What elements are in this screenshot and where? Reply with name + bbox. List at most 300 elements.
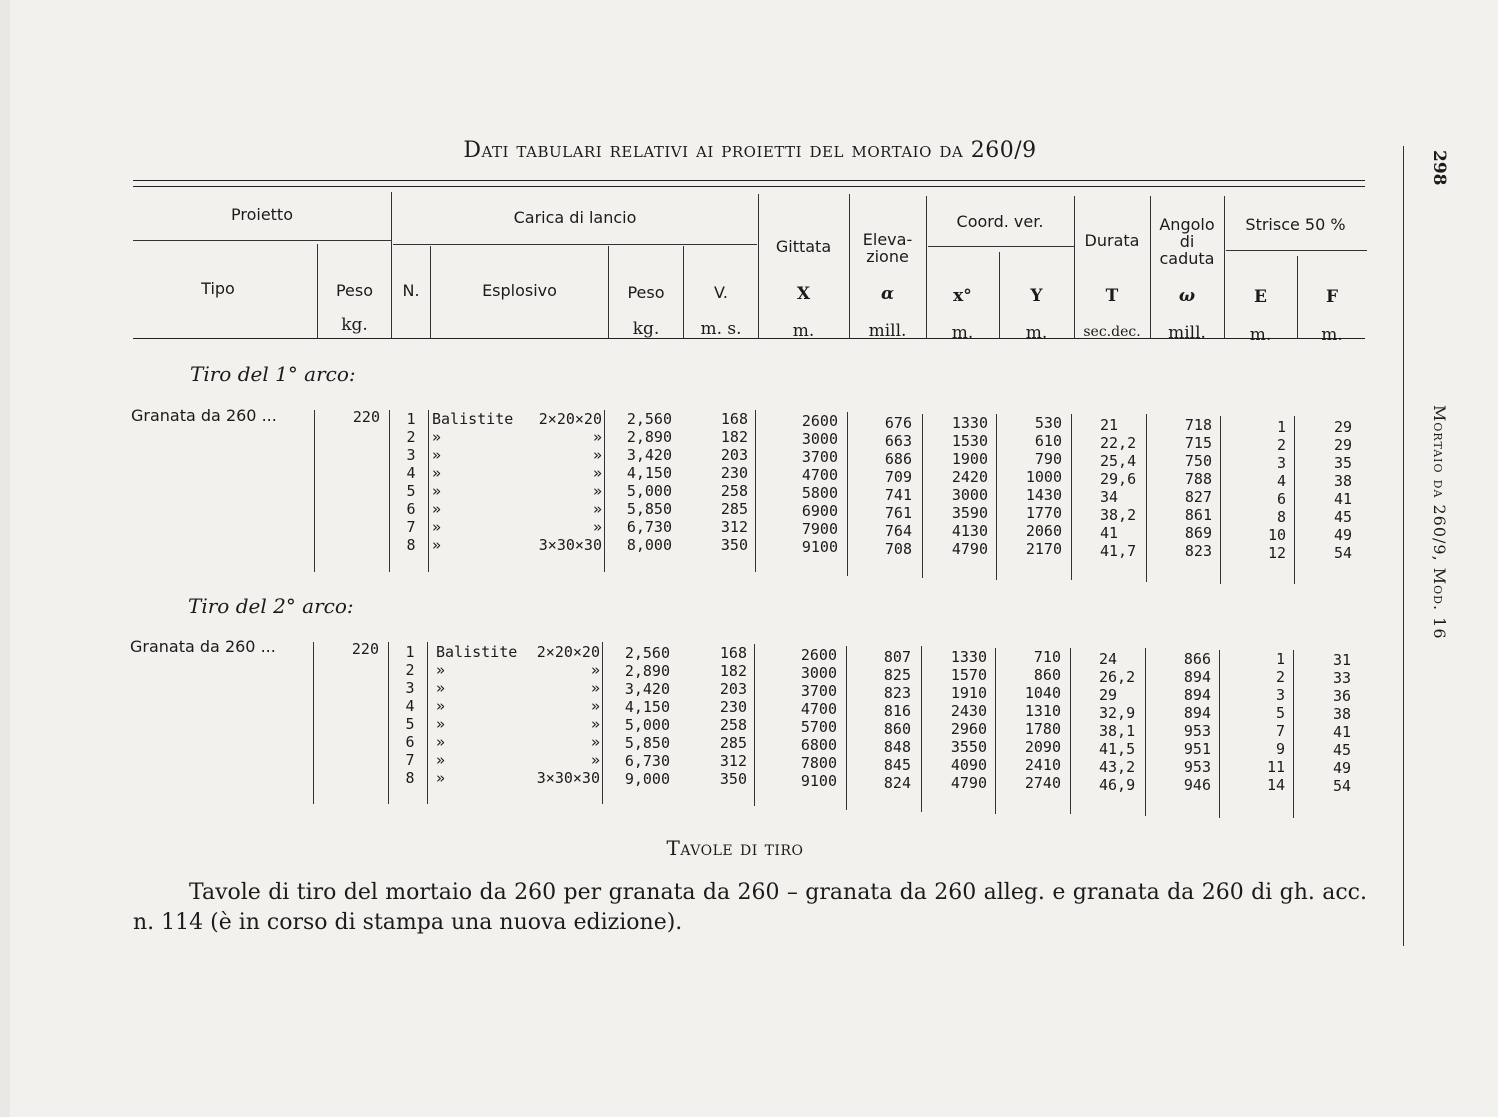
cell: 285: [719, 734, 747, 752]
cell: 220: [352, 408, 380, 426]
cell: »: [436, 733, 446, 751]
cell: 258: [719, 716, 747, 734]
header-gittata: Gittata: [775, 237, 832, 256]
cell: 26,2: [1099, 668, 1136, 686]
cell: 29,6: [1100, 470, 1137, 488]
cell: 45: [1333, 508, 1352, 526]
cell: »: [432, 446, 442, 464]
cell: 6900: [801, 502, 838, 520]
cell: 1430: [1025, 486, 1062, 504]
cell: 6800: [800, 736, 837, 754]
cell: 5,850: [626, 500, 672, 518]
unit-alpha: mill.: [868, 321, 907, 341]
s2-vline: [388, 642, 389, 804]
unit-x: m.: [792, 321, 815, 341]
cell: 203: [719, 680, 747, 698]
header-y: Y: [1030, 286, 1043, 306]
hdr-vline: [758, 194, 759, 338]
section-label-1: Tiro del 1° arco:: [190, 362, 356, 386]
cell: 741: [884, 486, 912, 504]
cell: 861: [1184, 506, 1212, 524]
cell: 530: [1034, 414, 1062, 432]
cell: 350: [720, 536, 748, 554]
cell: 1: [1276, 418, 1286, 436]
cell: 860: [1033, 666, 1061, 684]
cell: 168: [720, 410, 748, 428]
cell: »: [592, 482, 602, 500]
header-esplosivo: Esplosivo: [482, 281, 557, 300]
cell: 38: [1333, 472, 1352, 490]
cell: 2410: [1024, 756, 1061, 774]
s1-vline: [1146, 414, 1147, 582]
s2-col-omega: [1149, 650, 1211, 794]
cell: 807: [883, 648, 911, 666]
cell: 5,850: [624, 734, 670, 752]
s2-col-alpha: [849, 648, 911, 792]
header-x: X: [796, 284, 811, 304]
cell: 4: [406, 464, 416, 482]
s1-col-e: [1236, 418, 1286, 562]
cell: 4790: [951, 540, 988, 558]
s2-col-v: [683, 644, 747, 788]
cell: 49: [1333, 526, 1352, 544]
cell: 2×20×20: [538, 410, 602, 428]
cell: 6: [405, 733, 415, 751]
cell: 9100: [800, 772, 837, 790]
unit-omega: mill.: [1168, 323, 1206, 343]
cell: 36: [1332, 687, 1351, 705]
running-title: Mortaio da 260/9, Mod. 16: [1430, 405, 1449, 640]
cell: »: [432, 428, 442, 446]
margin-rule: [1403, 146, 1406, 946]
cell: 2: [1275, 668, 1285, 686]
header-f: F: [1325, 287, 1339, 307]
s2-vline: [1070, 648, 1071, 814]
s2-vline: [995, 648, 996, 814]
hdr-vline: [1074, 196, 1075, 338]
cell: 709: [884, 468, 912, 486]
header-v: V.: [714, 283, 728, 302]
cell: 29: [1333, 436, 1352, 454]
cell: 32,9: [1099, 704, 1136, 722]
s1-col-alpha: [850, 414, 912, 558]
cell: 610: [1034, 432, 1062, 450]
cell: 5: [405, 715, 415, 733]
header-strisce: Strisce 50 %: [1245, 215, 1346, 234]
cell: Balistite: [432, 410, 514, 428]
cell: 9100: [801, 538, 838, 556]
cell: 3,420: [624, 680, 670, 698]
cell: 2170: [1025, 540, 1062, 558]
header-coord: Coord. ver.: [956, 212, 1044, 231]
s2-col-peso: [317, 640, 379, 658]
unit-peso: kg.: [341, 315, 368, 335]
cell: 220: [351, 640, 379, 658]
cell: 350: [719, 770, 747, 788]
s1-col-y: [1000, 414, 1062, 558]
header-omega: ω: [1178, 286, 1196, 306]
cell: 1910: [950, 684, 987, 702]
s1-vline: [314, 410, 315, 572]
cell: 750: [1184, 452, 1212, 470]
cell: 2: [406, 428, 416, 446]
cell: »: [590, 697, 600, 715]
cell: 953: [1183, 758, 1211, 776]
header-alpha: α: [880, 284, 895, 304]
cell: 1000: [1025, 468, 1062, 486]
cell: »: [592, 518, 602, 536]
cell: 6: [1276, 490, 1286, 508]
s1-col-v: [684, 410, 748, 554]
cell: 3700: [800, 682, 837, 700]
cell: »: [590, 751, 600, 769]
cell: 43,2: [1099, 758, 1136, 776]
unit-e: m.: [1249, 325, 1272, 345]
cell: 29: [1333, 418, 1352, 436]
cell: 38,2: [1100, 506, 1137, 524]
cell: 230: [720, 464, 748, 482]
cell: 7: [406, 518, 416, 536]
cell: 7: [1275, 722, 1285, 740]
cell: 3000: [800, 664, 837, 682]
section-2-proietto: Granata da 260 ...: [130, 637, 276, 656]
cell: 869: [1184, 524, 1212, 542]
cell: 7: [405, 751, 415, 769]
cell: 3,420: [626, 446, 672, 464]
cell: 816: [883, 702, 911, 720]
s2-col-x: [759, 646, 837, 790]
s1-vline: [847, 412, 848, 576]
s2-col-esplosivo: [436, 643, 526, 787]
cell: 3×30×30: [538, 536, 602, 554]
cell: »: [432, 464, 442, 482]
s2-col-y: [999, 648, 1061, 792]
s1-col-esplosivo: [432, 410, 522, 554]
cell: »: [590, 661, 600, 679]
cell: 11: [1266, 758, 1285, 776]
cell: 2740: [1024, 774, 1061, 792]
cell: 1780: [1024, 720, 1061, 738]
s2-col-n: [395, 643, 425, 787]
s2-col-e: [1235, 650, 1285, 794]
cell: »: [436, 751, 446, 769]
cell: 203: [720, 446, 748, 464]
cell: 8: [406, 536, 416, 554]
cell: 1: [406, 410, 416, 428]
cell: 1570: [950, 666, 987, 684]
carica-underline: [393, 244, 757, 245]
cell: 9,000: [624, 770, 670, 788]
cell: 7900: [801, 520, 838, 538]
s2-vline: [846, 646, 847, 810]
cell: 5700: [800, 718, 837, 736]
s1-vline: [1071, 414, 1072, 580]
cell: 3000: [801, 430, 838, 448]
cell: »: [592, 500, 602, 518]
cell: »: [436, 697, 446, 715]
cell: »: [436, 679, 446, 697]
cell: 718: [1184, 416, 1212, 434]
cell: 3: [1275, 686, 1285, 704]
strisce-underline: [1226, 250, 1367, 251]
cell: 845: [883, 756, 911, 774]
cell: »: [432, 536, 442, 554]
top-rule-thin: [133, 186, 1365, 187]
s1-col-peso-carica: [606, 410, 672, 554]
s1-vline: [389, 410, 390, 572]
unit-y: m.: [1025, 323, 1048, 343]
cell: 12: [1267, 544, 1286, 562]
cell: 1040: [1024, 684, 1061, 702]
cell: 2,560: [624, 644, 670, 662]
cell: 168: [719, 644, 747, 662]
header-proietto: Proietto: [230, 205, 293, 224]
header-e: E: [1254, 287, 1267, 307]
cell: 24: [1099, 650, 1118, 668]
cell: 3700: [801, 448, 838, 466]
s1-col-x: [760, 412, 838, 556]
cell: 4790: [950, 774, 987, 792]
s1-col-xo: [924, 414, 988, 558]
cell: »: [436, 769, 446, 787]
cell: 848: [883, 738, 911, 756]
s2-col-xo: [923, 648, 987, 792]
cell: 2420: [951, 468, 988, 486]
cell: 54: [1332, 777, 1351, 795]
cell: 312: [719, 752, 747, 770]
cell: 25,4: [1100, 452, 1137, 470]
cell: 2600: [801, 412, 838, 430]
cell: 2060: [1025, 522, 1062, 540]
cell: 894: [1183, 704, 1211, 722]
cell: 285: [720, 500, 748, 518]
cell: 686: [884, 450, 912, 468]
s1-vline: [755, 410, 756, 572]
header-elevazione: Eleva- zione: [862, 230, 913, 266]
s2-vline: [602, 642, 603, 804]
cell: 824: [883, 774, 911, 792]
cell: 663: [884, 432, 912, 450]
cell: 3×30×30: [536, 769, 600, 787]
cell: 3000: [951, 486, 988, 504]
cell: 1: [1275, 650, 1285, 668]
cell: 788: [1184, 470, 1212, 488]
cell: 38,1: [1099, 722, 1136, 740]
cell: 2,890: [624, 662, 670, 680]
cell: 951: [1183, 740, 1211, 758]
cell: 761: [884, 504, 912, 522]
cell: 5800: [801, 484, 838, 502]
cell: 4,150: [624, 698, 670, 716]
cell: 33: [1332, 669, 1351, 687]
header-xo: x°: [953, 286, 972, 306]
cell: 6,730: [624, 752, 670, 770]
s1-col-omega: [1150, 416, 1212, 560]
cell: 2: [405, 661, 415, 679]
cell: 34: [1100, 488, 1119, 506]
s2-vline: [313, 642, 314, 804]
cell: 41: [1100, 524, 1119, 542]
section-label-2: Tiro del 2° arco:: [188, 594, 354, 618]
cell: »: [590, 679, 600, 697]
cell: 708: [884, 540, 912, 558]
cell: 2,890: [626, 428, 672, 446]
cell: 710: [1033, 648, 1061, 666]
s1-col-peso: [318, 408, 380, 426]
s2-col-dimensioni: [514, 643, 600, 787]
cell: 7800: [800, 754, 837, 772]
cell: 715: [1184, 434, 1212, 452]
s2-vline: [1293, 650, 1294, 818]
cell: 8: [405, 769, 415, 787]
cell: Balistite: [436, 643, 518, 661]
header-peso-carica: Peso: [627, 283, 665, 302]
page-number: 298: [1429, 150, 1449, 186]
header-durata: Durata: [1084, 231, 1140, 250]
s1-col-t: [1100, 416, 1146, 560]
cell: 5: [406, 482, 416, 500]
cell: 49: [1332, 759, 1351, 777]
cell: 41: [1332, 723, 1351, 741]
unit-v: m. s.: [700, 319, 742, 339]
s2-col-t: [1099, 650, 1145, 794]
header-n: N.: [402, 281, 420, 300]
cell: 676: [884, 414, 912, 432]
cell: 41,5: [1099, 740, 1136, 758]
cell: 4130: [951, 522, 988, 540]
cell: 823: [883, 684, 911, 702]
s2-vline: [754, 644, 755, 806]
cell: 2090: [1024, 738, 1061, 756]
cell: 2430: [950, 702, 987, 720]
top-rule: [133, 180, 1365, 181]
cell: 22,2: [1100, 434, 1137, 452]
cell: 5,000: [624, 716, 670, 734]
s2-col-peso-carica: [604, 644, 670, 788]
cell: 230: [719, 698, 747, 716]
cell: »: [592, 446, 602, 464]
cell: 46,9: [1099, 776, 1136, 794]
cell: 1310: [1024, 702, 1061, 720]
cell: 2: [1276, 436, 1286, 454]
cell: 3590: [951, 504, 988, 522]
cell: »: [590, 733, 600, 751]
cell: 5: [1275, 704, 1285, 722]
unit-f: m.: [1321, 325, 1343, 345]
header-peso: Peso: [335, 281, 374, 300]
cell: 21: [1100, 416, 1119, 434]
cell: 894: [1183, 686, 1211, 704]
section-1-proietto: Granata da 260 ...: [131, 406, 277, 425]
cell: 41,7: [1100, 542, 1137, 560]
cell: 790: [1034, 450, 1062, 468]
s1-vline: [922, 414, 923, 578]
s1-vline: [1220, 416, 1221, 584]
cell: 35: [1333, 454, 1352, 472]
cell: 8,000: [626, 536, 672, 554]
cell: 6: [406, 500, 416, 518]
cell: 3: [406, 446, 416, 464]
s1-col-dimensioni: [516, 410, 602, 554]
cell: »: [592, 464, 602, 482]
cell: 946: [1183, 776, 1211, 794]
s2-col-f: [1299, 651, 1351, 795]
cell: 1900: [951, 450, 988, 468]
cell: 182: [719, 662, 747, 680]
header-t: T: [1105, 286, 1119, 306]
cell: 54: [1333, 544, 1352, 562]
cell: 10: [1267, 526, 1286, 544]
cell: 1: [405, 643, 415, 661]
cell: 2,560: [626, 410, 672, 428]
header-tipo: Tipo: [201, 279, 235, 298]
page-title: Dati tabulari relativi ai proietti del mortaio da 260/9: [463, 138, 1037, 163]
cell: 29: [1099, 686, 1118, 704]
s1-vline: [996, 414, 997, 580]
cell: »: [590, 715, 600, 733]
s1-vline: [1294, 416, 1295, 584]
cell: 2×20×20: [536, 643, 600, 661]
cell: 953: [1183, 722, 1211, 740]
cell: 825: [883, 666, 911, 684]
cell: 45: [1332, 741, 1351, 759]
cell: 31: [1332, 651, 1351, 669]
cell: »: [432, 518, 442, 536]
cell: 894: [1183, 668, 1211, 686]
proietto-underline: [133, 240, 391, 241]
cell: 4: [1276, 472, 1286, 490]
unit-peso-carica: kg.: [632, 319, 660, 339]
cell: 3: [1276, 454, 1286, 472]
cell: 1770: [1025, 504, 1062, 522]
cell: 4,150: [626, 464, 672, 482]
cell: »: [436, 715, 446, 733]
cell: 3: [405, 679, 415, 697]
s1-vline: [604, 410, 605, 572]
cell: 6,730: [626, 518, 672, 536]
s2-vline: [1145, 648, 1146, 816]
cell: 312: [720, 518, 748, 536]
cell: »: [432, 500, 442, 518]
cell: 5,000: [626, 482, 672, 500]
cell: 4090: [950, 756, 987, 774]
cell: 3550: [950, 738, 987, 756]
cell: 764: [884, 522, 912, 540]
cell: 9: [1275, 740, 1285, 758]
cell: »: [592, 428, 602, 446]
s2-vline: [921, 646, 922, 812]
body-paragraph: Tavole di tiro del mortaio da 260 per granata da 260 – granata da 260 alleg. e granata da 260 di gh. acc. n. 114 (è in corso di stampa una nuova edizione).: [133, 880, 1367, 935]
unit-xo: m.: [951, 323, 974, 343]
cell: 38: [1332, 705, 1351, 723]
cell: 4700: [801, 466, 838, 484]
cell: 1530: [951, 432, 988, 450]
header-carica: Carica di lancio: [513, 208, 637, 227]
cell: 8: [1276, 508, 1286, 526]
cell: 258: [720, 482, 748, 500]
cell: 2600: [800, 646, 837, 664]
section-title-tavole: Tavole di tiro: [666, 836, 804, 860]
s1-vline: [428, 410, 429, 572]
cell: 1330: [950, 648, 987, 666]
cell: 1330: [951, 414, 988, 432]
cell: 4700: [800, 700, 837, 718]
cell: 866: [1183, 650, 1211, 668]
unit-t: sec.dec.: [1083, 324, 1141, 340]
cell: 2960: [950, 720, 987, 738]
cell: 14: [1266, 776, 1285, 794]
s1-col-n: [396, 410, 426, 554]
